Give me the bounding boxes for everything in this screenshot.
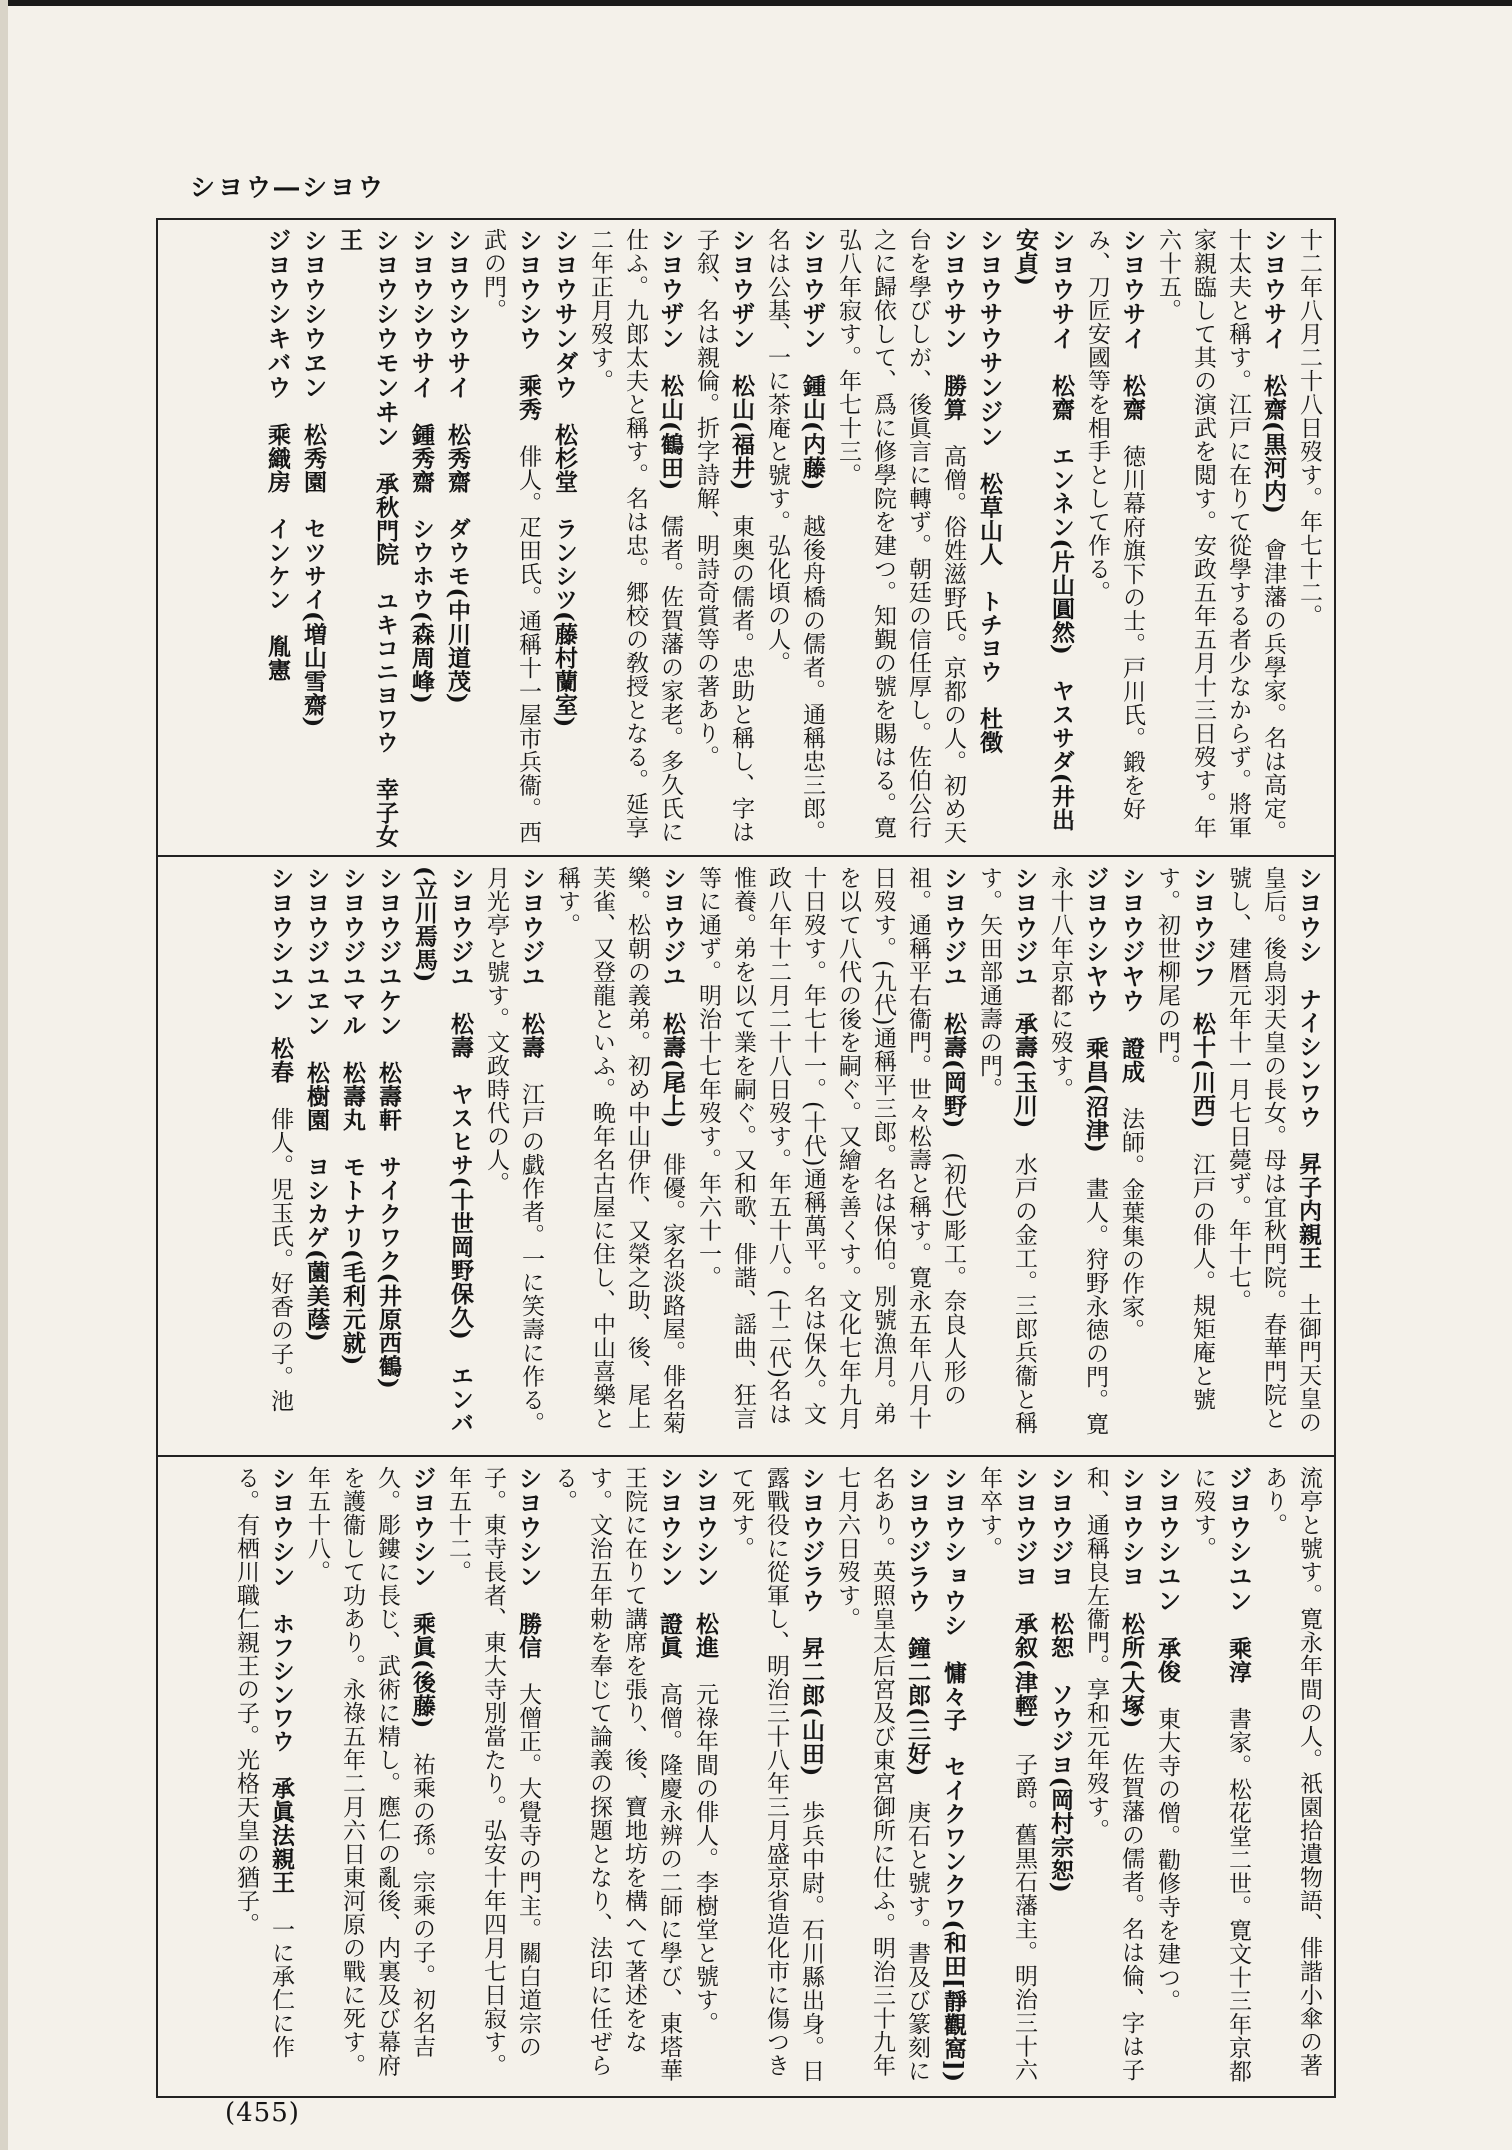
entry-reading: シヨウジユ xyxy=(658,866,686,989)
entry-description: 俳人。児玉氏。好香の子。池 xyxy=(267,1107,293,1413)
dictionary-entry xyxy=(1291,228,1326,848)
entry-description: 高僧。隆慶永辨の二師に學び、東塔華王院に在りて講席を張り、後、寶地坊を構へて著述をなす。文治五年勅を奉じて論義の探題となり、法印に任ぜらる。 xyxy=(551,1466,682,2082)
entry-reading: シヨウジユヱン xyxy=(302,866,330,1038)
entry-reading: シヨウザン xyxy=(727,228,755,351)
entry-description: 法師。金葉集の作家。 xyxy=(1118,1107,1144,1342)
entry-headword: 松齋 xyxy=(1119,374,1146,421)
entry-reading: シヨウサイ xyxy=(1047,228,1075,351)
entry-description: 俳優。家名淡路屋。俳名菊樂。松朝の義弟。初め中山伊作、又榮之助、後、尾上芙雀、又登龍といふ。晩年名古屋に住し、中山喜樂と稱す。 xyxy=(554,866,685,1435)
entry-description: 徳川幕府旗下の士。戸川氏。鍛を好み、刀匠安國等を相手として作る。 xyxy=(1084,228,1145,821)
dictionary-entry xyxy=(935,1466,971,2088)
entry-headword: 乘眞(後藤) xyxy=(409,1612,436,1729)
entry-headword: 松壽(尾上) xyxy=(659,1012,686,1129)
entry-description: 東奥の儒者。忠助と稱し、字は子叙、名は親倫。折字詩解、明詩奇賞等の著あり。 xyxy=(693,228,754,844)
entry-description: 畫人。狩野永徳の門。寛永十八年京都に歿す。 xyxy=(1047,866,1108,1436)
entry-reading: シヨウシヨ xyxy=(1117,1466,1145,1589)
dictionary-entry xyxy=(688,228,759,848)
dictionary-entry xyxy=(406,866,478,1446)
entry-reading: シヨウサイ xyxy=(1118,228,1146,351)
entry-description: 儒者。佐賀藩の家老。多久氏に仕ふ。九郎太夫と稱す。名は忠。郷校の敎授となる。延享二年正月歿す。 xyxy=(587,228,683,844)
entry-headword: 松壽丸 モトナリ(毛利元就) xyxy=(339,1061,366,1366)
entry-reading: シヨウシン xyxy=(514,1466,542,1589)
dictionary-entry xyxy=(298,866,334,1446)
entry-reading: シヨウジヤウ xyxy=(1117,866,1145,1013)
entry-reading: シヨウジユケン xyxy=(374,866,402,1038)
section-bottom xyxy=(166,1466,1326,2088)
entry-headword: 勝信 xyxy=(515,1612,542,1659)
entry-headword: 乘織房 インケン 胤憲 xyxy=(264,423,291,682)
dictionary-entry xyxy=(690,866,971,1446)
entry-reading: シヨウサウサンジン xyxy=(975,228,1003,449)
entry-reading: シヨウシウ xyxy=(514,228,542,351)
entry-description: 越後舟橋の儒者。通稱忠三郎。名は公基、一に茶庵と號す。弘化頃の人。 xyxy=(764,228,825,844)
entry-headword: 鍾秀齋 シウホウ(森周峰) xyxy=(408,423,435,705)
entry-reading: シヨウサンダウ xyxy=(550,228,578,400)
dictionary-entry xyxy=(971,228,1007,848)
entry-description: (初代)彫工。奈良人形の祖。通稱平右衞門。世々松壽と稱す。寛永五年八月十日歿す。(九代)通稱平三郎。名は保伯。別號漁月。弟を以て八代の後を嗣ぐ。又繪を善くす。文化七年九月十日歿す。年七十一。(十代)通稱萬平。名は保久。文政八年十二月二十八日歿す。年五十八。(十二代)名は惟養。弟を以て業を嗣ぐ。又和歌、俳諧、謡曲、狂言等に通ず。明治十七年歿す。年六十一。 xyxy=(695,866,966,1430)
dictionary-entry xyxy=(971,866,1042,1446)
dictionary-entry xyxy=(403,228,439,848)
dictionary-entry xyxy=(1150,228,1291,848)
entry-description: 江戸の戯作者。一に笑壽に作る。月光亭と號す。文政時代の人。 xyxy=(483,866,544,1435)
entry-headword: 慵々子 セイクワンクワ(和田[靜觀窩]) xyxy=(940,1661,967,2083)
dictionary-entry xyxy=(546,1466,687,2088)
dictionary-entry xyxy=(331,228,403,848)
entry-description: 東大寺の僧。勸修寺を建つ。 xyxy=(1154,1707,1180,2013)
entry-description: 元祿年間の俳人。李樹堂と號す。 xyxy=(692,1682,718,2035)
entry-reading: シヨウジユ xyxy=(1010,866,1038,989)
dictionary-entry xyxy=(370,866,406,1446)
entry-description: 一に承仁に作る。有栖川職仁親王の子。光格天皇の猶子。 xyxy=(233,1466,294,2059)
section-top xyxy=(166,228,1326,848)
scan-left-edge xyxy=(0,0,8,2150)
entry-reading: シヨウジユマル xyxy=(338,866,366,1038)
dictionary-entry xyxy=(1149,1466,1185,2088)
entry-reading: シヨウサイ xyxy=(1259,228,1287,351)
entry-headword: 松壽 xyxy=(518,1012,545,1059)
dictionary-entry xyxy=(439,228,475,848)
dictionary-entry xyxy=(549,866,690,1446)
entry-headword: 昇二郎(山田) xyxy=(798,1636,825,1777)
dictionary-entry xyxy=(830,228,971,848)
dictionary-entry xyxy=(1185,1466,1256,2088)
entry-reading: シヨウジヨ xyxy=(1046,1466,1074,1589)
dictionary-entry xyxy=(1220,866,1326,1446)
entry-headword: 承叙(津輕) xyxy=(1011,1612,1038,1729)
entry-description: 水戸の金工。三郎兵衞と稱す。矢田部通壽の門。 xyxy=(976,866,1037,1435)
dictionary-entry xyxy=(1256,1466,1326,2088)
entry-reading: シヨウザン xyxy=(656,228,684,351)
entry-headword: 松恕 ソウジヨ(岡村宗恕) xyxy=(1047,1612,1074,1894)
entry-headword: 乘秀 xyxy=(515,374,542,421)
dictionary-entry xyxy=(228,1466,299,2088)
dictionary-entry xyxy=(334,866,370,1446)
dictionary-entry xyxy=(829,1466,935,2088)
entry-reading: シヨウシウサイ xyxy=(407,228,435,400)
entry-headword: 松十(川西) xyxy=(1189,1012,1216,1129)
entry-headword: 松草山人 トチヨウ 杜徴 xyxy=(976,472,1003,754)
entry-headword: 承壽(玉川) xyxy=(1011,1012,1038,1129)
entry-headword: 松山(鶴田) xyxy=(657,374,684,491)
entry-reading: シヨウジユ xyxy=(517,866,545,989)
entry-headword: 證眞 xyxy=(656,1612,683,1659)
page-number: (455) xyxy=(225,2098,300,2128)
entry-headword: 松山(福井) xyxy=(728,374,755,491)
entry-reading: シヨウシン xyxy=(691,1466,719,1589)
dictionary-entry xyxy=(1042,1466,1078,2088)
entry-headword: 松壽 ヤスヒサ(十世岡野保久) エンバ(立川焉馬) xyxy=(411,866,474,1435)
running-head: シヨウ―シヨウ xyxy=(190,173,387,202)
entry-description: 祐乘の孫。宗乘の子。初名吉久。彫鏤に長じ、武術に精し。應仁の亂後、内裏及び幕府を護衞して功あり。永祿五年二月六日東河原の戰に死す。年五十八。 xyxy=(304,1466,435,2077)
entry-headword: 證成 xyxy=(1118,1036,1145,1084)
entry-reading: シヨウシユン xyxy=(266,866,294,1013)
entry-headword: 松齋(黒河内) xyxy=(1260,374,1287,515)
entry-reading: ジヨウシキバウ xyxy=(263,228,291,400)
entry-headword: 松樹園 ヨシカゲ(薗美蔭) xyxy=(303,1061,330,1343)
dictionary-entry xyxy=(1149,866,1220,1446)
entry-reading: シヨウショウシ xyxy=(939,1466,967,1638)
dictionary-entry xyxy=(475,228,546,848)
entry-headword: 鐘二郎(三好) xyxy=(904,1636,931,1777)
entry-reading: シヨウジユ xyxy=(939,866,967,989)
entry-description: 佐賀藩の儒者。名は倫、字は子和、通稱良左衞門。享和元年歿す。 xyxy=(1083,1466,1144,2082)
entry-headword: ナイシンワウ 昇子内親王 xyxy=(1295,987,1322,1270)
dictionary-entry xyxy=(687,1466,723,2088)
dictionary-entry xyxy=(723,1466,829,2088)
entry-reading: シヨウサン xyxy=(939,228,967,351)
entry-description: 書家。松花堂二世。寛文十三年京都に歿す。 xyxy=(1190,1466,1251,2083)
dictionary-entry xyxy=(1007,228,1079,848)
entry-headword: 鍾山(内藤) xyxy=(799,374,826,491)
entry-reading: ジヨウシン xyxy=(408,1466,436,1589)
entry-headword: 乘昌(沼津) xyxy=(1082,1036,1109,1154)
section-divider-1 xyxy=(156,855,1336,857)
dictionary-entry xyxy=(259,228,295,848)
entry-description: 大僧正。大覺寺の門主。關白道宗の子。東寺長者、東大寺別當たり。弘安十年四月七日寂す。年五十二。 xyxy=(445,1466,541,2077)
entry-reading: シヨウジヨ xyxy=(1010,1466,1038,1589)
entry-description: 流亭と號す。寛永年間の人。祇園拾遺物語、俳諧小傘の著あり。 xyxy=(1261,1466,1322,2077)
entry-description: 歩兵中尉。石川縣出身。日露戰役に從軍し、明治三十八年三月盛京省造化市に傷つきて死す。 xyxy=(728,1466,824,2083)
entry-headword: 松秀齋 ダウモ(中川道茂) xyxy=(444,423,471,705)
entry-description: 會津藩の兵學家。名は高定。十太夫と稱す。江戸に在りて從學する者少なからず。將軍家親臨して其の演武を閲す。安政五年五月十三日歿す。年六十五。 xyxy=(1155,228,1286,844)
entry-headword: 松所(大塚) xyxy=(1118,1612,1145,1729)
entry-reading: ジヨウシヤウ xyxy=(1081,866,1109,1013)
dictionary-entry xyxy=(1079,228,1150,848)
entry-reading: シヨウジラウ xyxy=(903,1466,931,1613)
dictionary-entry xyxy=(262,866,298,1446)
entry-headword: 松壽軒 サイクワク(井原西鶴) xyxy=(375,1061,402,1390)
entry-reading: シヨウシン xyxy=(655,1466,683,1589)
dictionary-entry xyxy=(440,1466,546,2088)
entry-reading: シヨウシウヱン xyxy=(299,228,327,400)
scan-top-edge xyxy=(0,0,1512,6)
entry-reading: シヨウジフ xyxy=(1188,866,1216,989)
entry-headword: 松進 xyxy=(692,1612,719,1659)
entry-headword: 勝算 xyxy=(940,374,967,421)
dictionary-entry xyxy=(1078,1466,1149,2088)
entry-headword: 松秀園 セツサイ(増山雪齋) xyxy=(300,423,327,728)
dictionary-entry xyxy=(582,228,688,848)
entry-reading: シヨウシウモンヰン xyxy=(371,228,399,449)
dictionary-entry xyxy=(478,866,549,1446)
dictionary-entry xyxy=(299,1466,440,2088)
entry-headword: 乘淳 xyxy=(1225,1636,1252,1684)
entry-description: 庚石と號す。書及び篆刻に名あり。英照皇太后宮及び東宮御所に仕ふ。明治三十九年七月六日歿す。 xyxy=(834,1466,930,2083)
dictionary-entry xyxy=(1042,866,1113,1446)
dictionary-entry xyxy=(1113,866,1149,1446)
entry-reading: シヨウジユ xyxy=(446,866,474,989)
dictionary-entry xyxy=(546,228,582,848)
entry-reading: ジヨウシユン xyxy=(1224,1466,1252,1613)
entry-description: 十二年八月二十八日歿す。年七十二。 xyxy=(1296,228,1322,628)
dictionary-entry xyxy=(759,228,830,848)
dictionary-entry xyxy=(971,1466,1042,2088)
entry-description: 高僧。俗姓滋野氏。京都の人。初め天台を學びしが、後眞言に轉ず。朝廷の信任厚し。佐伯公行之に歸依して、爲に修學院を建つ。知覲の號を賜はる。寛弘八年寂す。年七十三。 xyxy=(835,228,966,844)
section-middle xyxy=(166,866,1326,1446)
entry-description: 俳人。疋田氏。通稱十一屋市兵衞。西武の門。 xyxy=(480,228,541,844)
entry-description: 子爵。舊黒石藩主。明治三十六年卒す。 xyxy=(976,1466,1037,2082)
entry-reading: シヨウシウサイ xyxy=(443,228,471,400)
entry-reading: シヨウジラウ xyxy=(797,1466,825,1613)
entry-headword: 松春 xyxy=(267,1036,294,1084)
dictionary-entry xyxy=(295,228,331,848)
entry-reading: シヨウザン xyxy=(798,228,826,351)
entry-headword: ホフシンワウ 承眞法親王 xyxy=(268,1612,295,1894)
entry-description: 土御門天皇の皇后。後鳥羽天皇の長女。母は宜秋門院。春華門院と號し、建暦元年十一月七日薨ず。年十七。 xyxy=(1225,866,1321,1434)
entry-headword: 松壽(岡野) xyxy=(940,1012,967,1129)
entry-headword: 松杉堂 ランシツ(藤村蘭室) xyxy=(551,423,578,728)
entry-reading: シヨウシ xyxy=(1294,866,1322,964)
entry-description: 江戸の俳人。規矩庵と號す。初世柳尾の門。 xyxy=(1154,866,1215,1411)
entry-reading: シヨウシユン xyxy=(1153,1466,1181,1613)
entry-headword: 承秋門院 ユキコニヨワウ 幸子女王 xyxy=(336,228,399,848)
section-divider-2 xyxy=(156,1455,1336,1457)
entry-headword: 承俊 xyxy=(1154,1636,1181,1684)
entry-reading: シヨウシン xyxy=(267,1466,295,1589)
entry-headword: 松齋 エンネン(片山圓然) ヤスサダ(井出安貞) xyxy=(1012,228,1075,832)
